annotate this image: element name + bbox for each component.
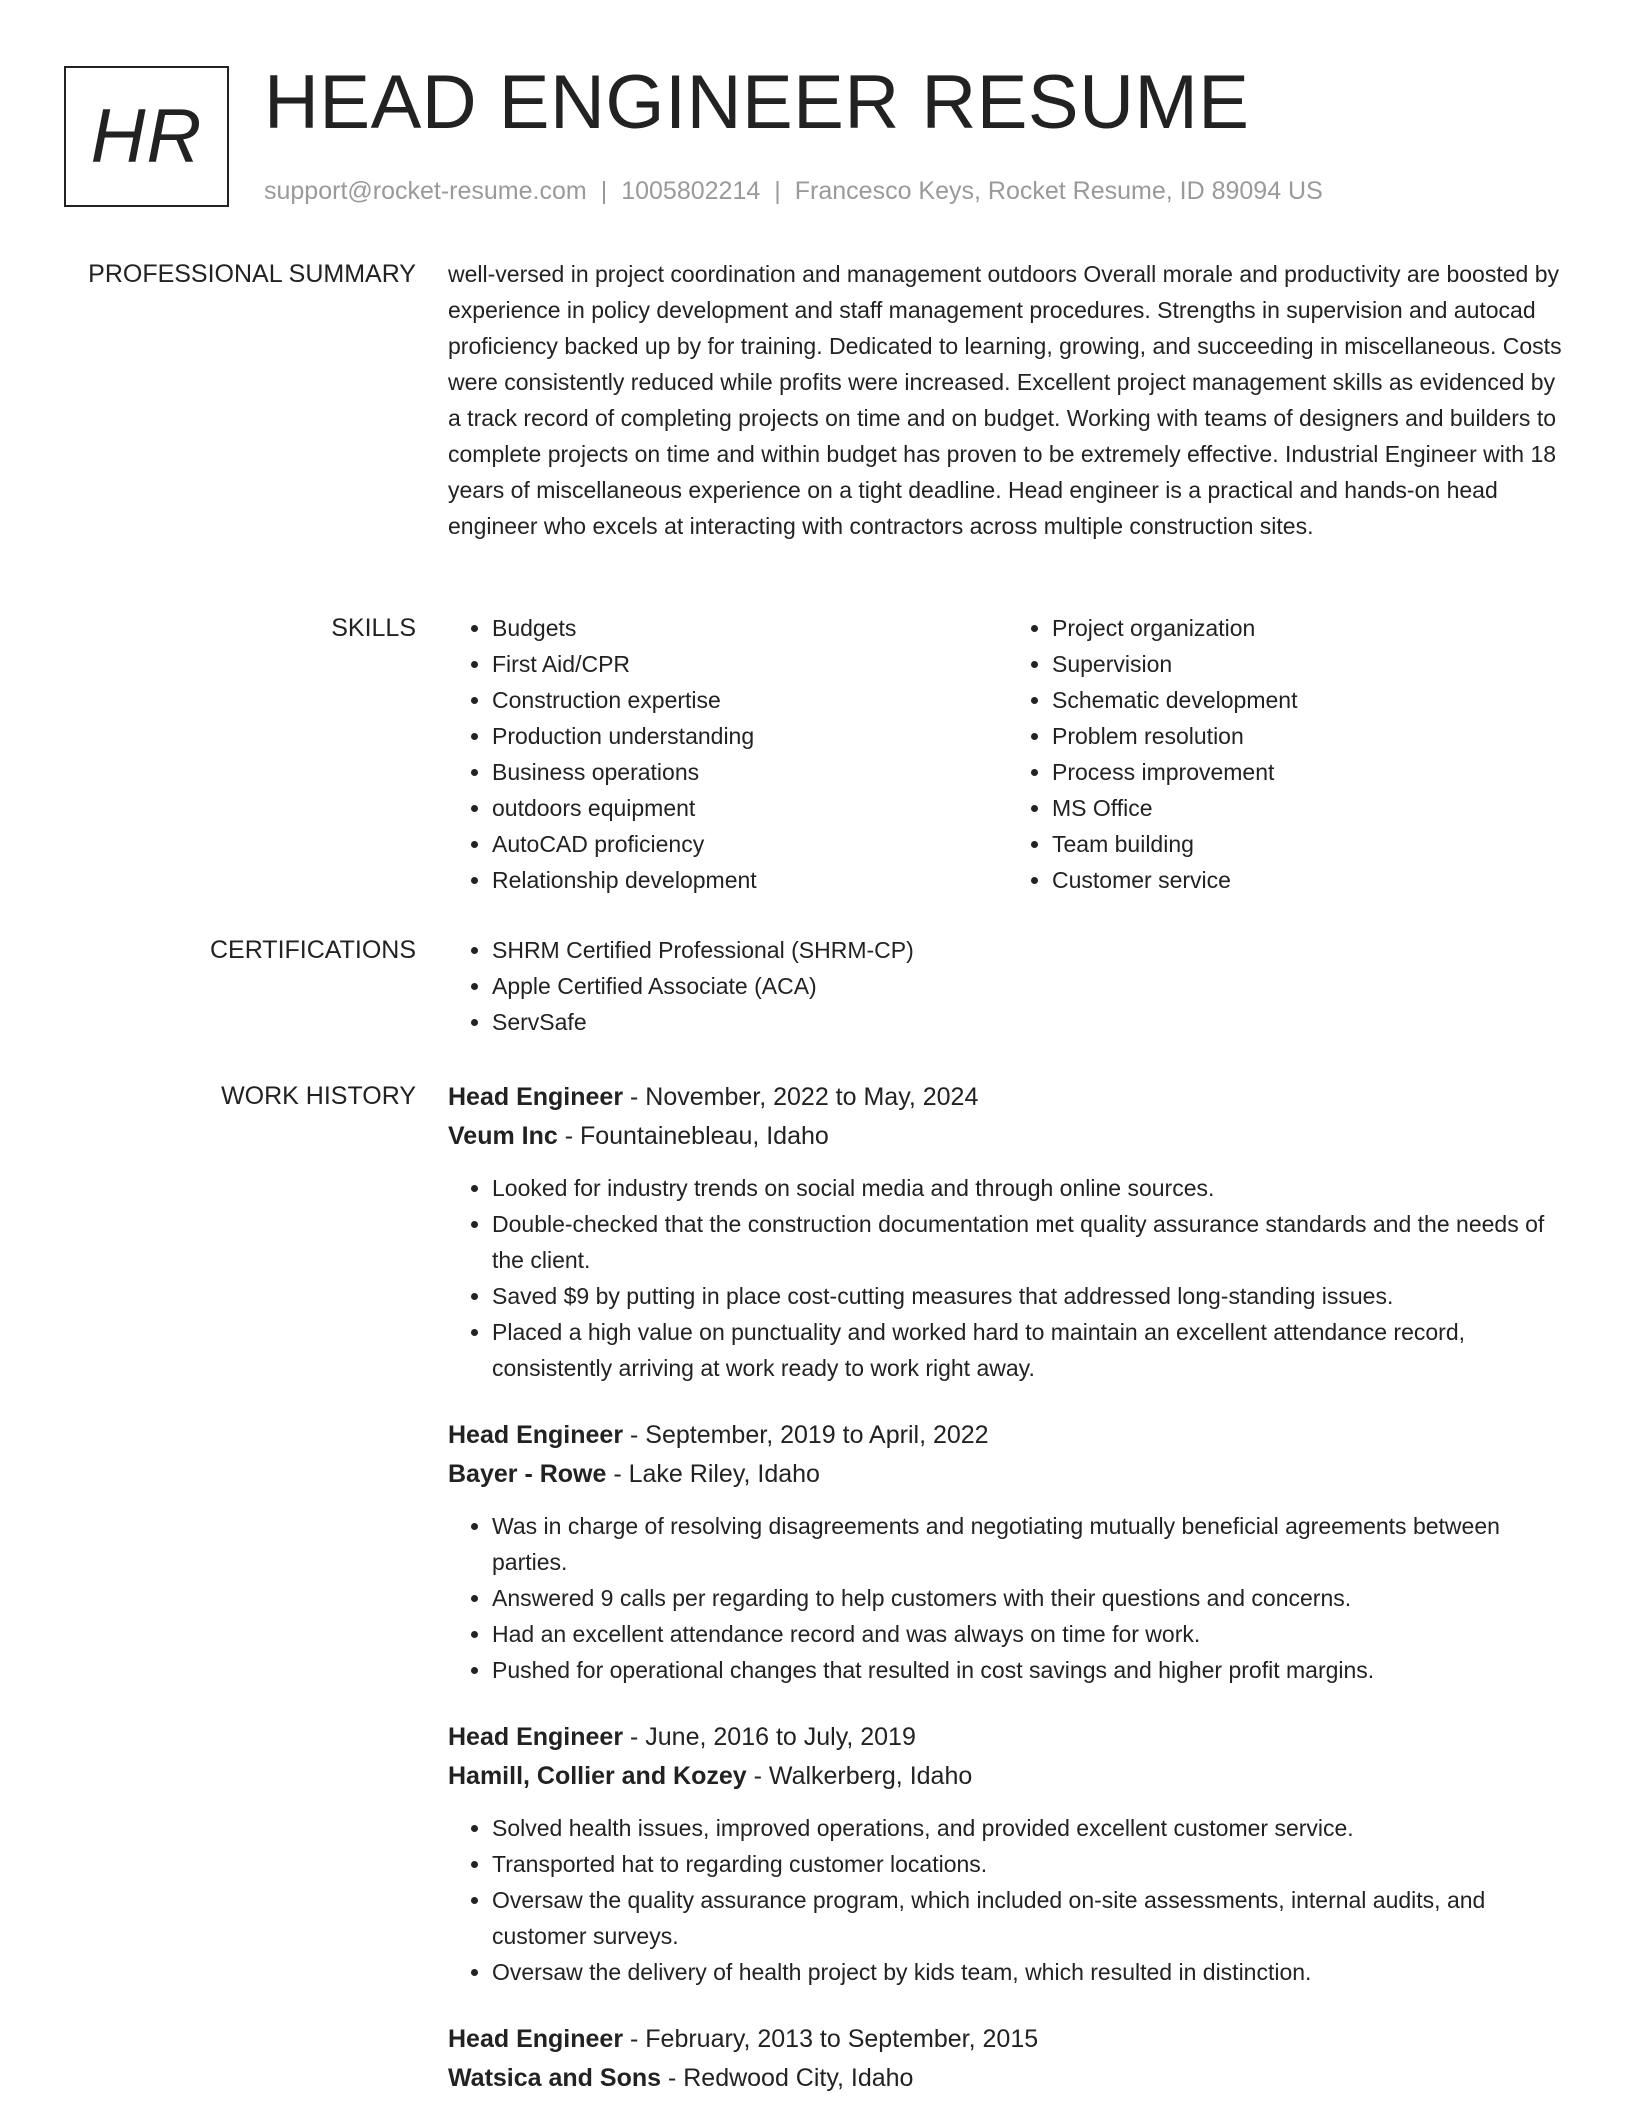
job-company: Hamill, Collier and Kozey (448, 1762, 747, 1790)
job-dates: - June, 2016 to July, 2019 (623, 1723, 916, 1751)
certification-item: • Apple Certified Associate (ACA) (492, 968, 1568, 1004)
resume-title: HEAD ENGINEER RESUME (264, 60, 1250, 145)
section-label-skills: SKILLS (331, 614, 416, 642)
job-company: Bayer - Rowe (448, 1460, 607, 1488)
job-bullet: • Double-checked that the construction documentation met quality assurance standards and the needs of the client. (492, 1206, 1568, 1278)
monogram-logo: HR (64, 66, 229, 207)
job-company-line (448, 1455, 1568, 1494)
job-title-line (448, 1078, 1568, 1117)
job-title: Head Engineer (448, 1421, 624, 1449)
skills-list-right (1008, 610, 1568, 898)
section-label-summary: PROFESSIONAL SUMMARY (88, 260, 416, 288)
contact-separator: | (774, 177, 781, 205)
job-bullet: • Pushed for operational changes that resulted in cost savings and higher profit margins. (492, 1652, 1568, 1688)
certifications-list (448, 932, 1568, 1040)
skill-item: • Customer service (1052, 862, 1568, 898)
skill-item: • outdoors equipment (492, 790, 1008, 826)
job-entry (448, 1078, 1568, 1386)
job-bullet: • Was in charge of resolving disagreements and negotiating mutually beneficial agreements between parties. (492, 1508, 1568, 1580)
job-bullet: • Placed a high value on punctuality and worked hard to maintain an excellent attendance record, consistently arriving at work ready to work right away. (492, 1314, 1568, 1386)
job-bullet: • Saved $9 by putting in place cost-cutting measures that addressed long-standing issues. (492, 1278, 1568, 1314)
skill-item: • Business operations (492, 754, 1008, 790)
skills-list-left (448, 610, 1008, 898)
job-title-line (448, 1416, 1568, 1455)
job-entry (448, 1416, 1568, 1688)
skill-item: • Schematic development (1052, 682, 1568, 718)
skill-item: • Supervision (1052, 646, 1568, 682)
job-company-line (448, 2059, 1568, 2098)
job-entry (448, 1718, 1568, 1990)
contact-line (264, 174, 1323, 208)
skill-item: • Team building (1052, 826, 1568, 862)
skill-item: • MS Office (1052, 790, 1568, 826)
job-bullet: • Solved health issues, improved operations, and provided excellent customer service. (492, 1810, 1568, 1846)
contact-address: Francesco Keys, Rocket Resume, ID 89094 US (794, 177, 1323, 205)
skill-item: • Budgets (492, 610, 1008, 646)
job-bullet: • Oversaw the quality assurance program, which included on-site assessments, internal audits, and customer surveys. (492, 1882, 1568, 1954)
certification-item: • SHRM Certified Professional (SHRM-CP) (492, 932, 1568, 968)
job-bullet: • Looked for industry trends on social media and through online sources. (492, 1170, 1568, 1206)
job-dates: - September, 2019 to April, 2022 (623, 1421, 989, 1449)
job-location: - Walkerberg, Idaho (746, 1762, 973, 1790)
section-label-work-history: WORK HISTORY (221, 1082, 416, 1110)
certification-item: • ServSafe (492, 1004, 1568, 1040)
job-title: Head Engineer (448, 2025, 624, 2053)
job-bullets (448, 1170, 1568, 1386)
job-company: Veum Inc (448, 1122, 558, 1150)
skill-item: • Relationship development (492, 862, 1008, 898)
job-bullet: • Had an excellent attendance record and was always on time for work. (492, 1616, 1568, 1652)
skill-item: • Project organization (1052, 610, 1568, 646)
skill-item: • Process improvement (1052, 754, 1568, 790)
skill-item: • Problem resolution (1052, 718, 1568, 754)
job-bullet: • Answered 9 calls per regarding to help customers with their questions and concerns. (492, 1580, 1568, 1616)
job-location: - Lake Riley, Idaho (606, 1460, 820, 1488)
skill-item: • AutoCAD proficiency (492, 826, 1008, 862)
job-bullets (448, 1508, 1568, 1688)
skill-item: • First Aid/CPR (492, 646, 1008, 682)
skill-item: • Construction expertise (492, 682, 1008, 718)
section-label-certifications: CERTIFICATIONS (209, 936, 416, 964)
job-location: - Redwood City, Idaho (661, 2064, 914, 2092)
job-bullets (448, 1810, 1568, 1990)
contact-email[interactable]: support@rocket-resume.com (264, 177, 587, 205)
job-title-line (448, 2020, 1568, 2059)
summary-text: well-versed in project coordination and management outdoors Overall morale and productivity are boosted by experience in policy development and staff management procedures. Strengths in supervision and autocad proficiency backed up by for training. Dedicated to learning, growing, and succeeding in miscellaneous. Costs were consistently reduced while profits were increased. Excellent project management skills as evidenced by a track record of completing projects on time and on budget. Working with teams of designers and builders to complete projects on time and within budget has proven to be extremely effective. Industrial Engineer with 18 years of miscellaneous experience on a tight deadline. Head engineer is a practical and hands-on head engineer who excels at interacting with contractors across multiple construction sites. (448, 261, 1562, 539)
job-title: Head Engineer (448, 1723, 624, 1751)
job-location: - Fountainebleau, Idaho (557, 1122, 829, 1150)
job-company: Watsica and Sons (448, 2064, 662, 2092)
job-bullet: • Transported hat to regarding customer locations. (492, 1846, 1568, 1882)
contact-phone[interactable]: 1005802214 (621, 177, 761, 205)
job-title: Head Engineer (448, 1083, 624, 1111)
job-company-line (448, 1757, 1568, 1796)
job-title-line (448, 1718, 1568, 1757)
job-bullet: • Oversaw the delivery of health project by kids team, which resulted in distinction. (492, 1954, 1568, 1990)
skill-item: • Production understanding (492, 718, 1008, 754)
contact-separator: | (600, 177, 608, 205)
job-dates: - February, 2013 to September, 2015 (623, 2025, 1039, 2053)
job-entry (448, 2020, 1568, 2098)
job-company-line (448, 1117, 1568, 1156)
job-dates: - November, 2022 to May, 2024 (623, 1083, 979, 1111)
